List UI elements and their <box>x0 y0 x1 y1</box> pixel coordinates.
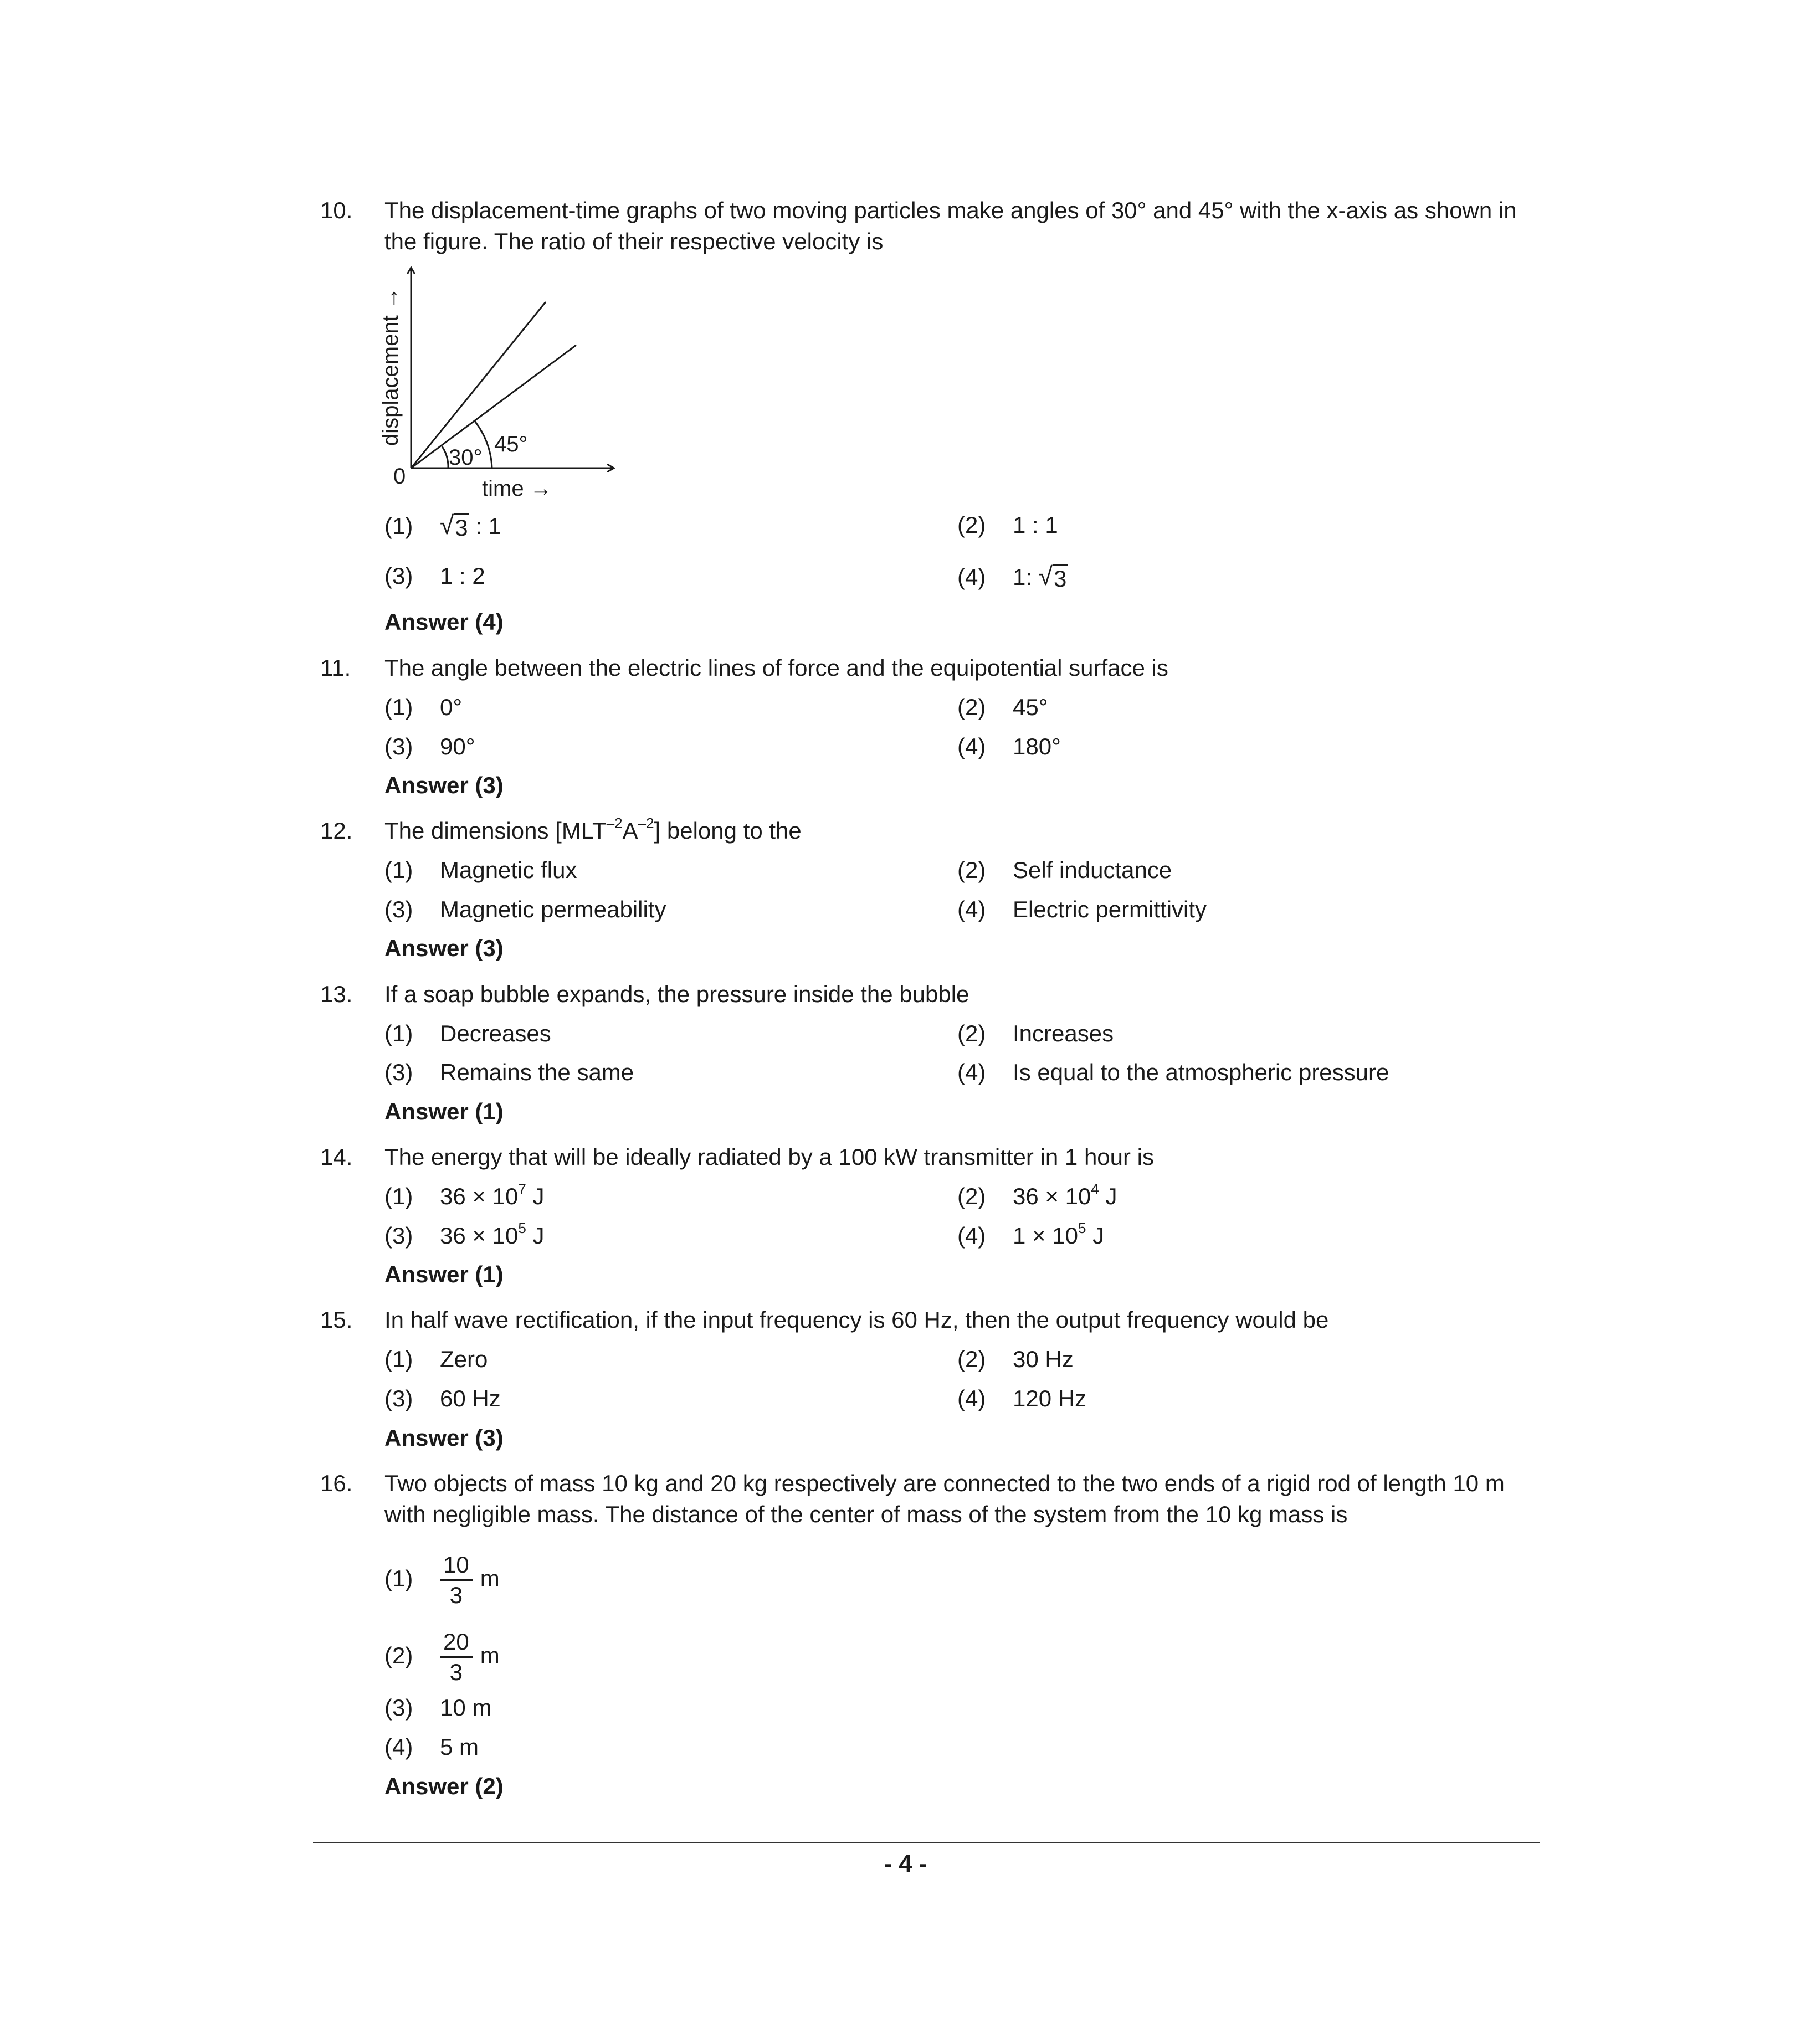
option-4 <box>957 731 1061 762</box>
option-base: 36 × 10 <box>1013 1183 1091 1209</box>
option-number: (3) <box>384 1223 413 1249</box>
option-2 <box>957 1018 1114 1049</box>
option-unit: m <box>480 1642 500 1668</box>
option-unit: J <box>1086 1223 1105 1249</box>
option-text: 45° <box>1013 694 1048 720</box>
question-text: The displacement-time graphs of two moving particles make angles of 30° and 45° with the x-axis as shown in the figure. The ratio of their respective velocity is <box>384 197 1517 254</box>
option-number: (3) <box>384 733 413 759</box>
option-number: (1) <box>384 857 413 883</box>
denominator: 3 <box>449 1659 463 1686</box>
radicand: 3 <box>1053 564 1068 592</box>
angle-30-label: 30° <box>449 445 483 470</box>
question-text: If a soap bubble expands, the pressure inside the bubble <box>384 981 969 1007</box>
option-suffix: : 1 <box>469 513 501 539</box>
option-number: (4) <box>384 1734 413 1760</box>
displacement-time-graph <box>366 263 632 501</box>
question-number: 16. <box>320 1470 353 1496</box>
option-text: 0° <box>440 694 463 720</box>
option-text: Increases <box>1013 1020 1114 1046</box>
option-number: (4) <box>957 896 986 922</box>
answer: Answer (2) <box>384 1773 504 1799</box>
option-number: (4) <box>957 1059 986 1085</box>
x-axis-label: time → <box>482 476 552 501</box>
option-4 <box>957 894 1207 925</box>
option-text: Magnetic permeability <box>440 896 666 922</box>
option-1 <box>384 510 501 542</box>
answer: Answer (3) <box>384 935 504 961</box>
option-1 <box>384 692 462 723</box>
y-axis-label: displacement → <box>378 287 403 446</box>
fraction <box>440 1550 473 1610</box>
option-unit: J <box>526 1183 545 1209</box>
question-number: 15. <box>320 1307 353 1333</box>
answer: Answer (3) <box>384 1425 504 1451</box>
option-unit: J <box>526 1223 545 1249</box>
option-3 <box>384 1383 501 1414</box>
question-text: Two objects of mass 10 kg and 20 kg respectively are connected to the two ends of a rigid rod of length 10 m with negligible mass. The distance of the center of mass of the system from the 10 kg mass is <box>384 1470 1505 1527</box>
denominator: 3 <box>449 1582 463 1609</box>
footer-divider <box>313 1842 1540 1843</box>
option-number: (2) <box>957 1020 986 1046</box>
option-2 <box>957 510 1058 541</box>
option-text: Self inductance <box>1013 857 1172 883</box>
option-1 <box>384 1344 488 1375</box>
option-number: (3) <box>384 1694 413 1721</box>
option-number: (1) <box>384 513 413 539</box>
option-2 <box>957 1181 1117 1212</box>
option-number: (2) <box>384 1642 413 1668</box>
option-base: 36 × 10 <box>440 1183 519 1209</box>
exponent: 7 <box>518 1180 526 1197</box>
option-text: 60 Hz <box>440 1385 501 1411</box>
numerator: 20 <box>440 1627 473 1658</box>
superscript: –2 <box>638 815 654 831</box>
arc-30 <box>442 446 448 468</box>
answer: Answer (1) <box>384 1098 504 1124</box>
option-3 <box>384 894 666 925</box>
option-number: (4) <box>957 564 986 590</box>
question-number: 14. <box>320 1144 353 1170</box>
sqrt-expression: √ 3 <box>1038 562 1067 592</box>
option-number: (3) <box>384 563 413 589</box>
question-number: 13. <box>320 981 353 1007</box>
option-number: (2) <box>957 1183 986 1209</box>
exponent: 5 <box>518 1220 526 1236</box>
option-number: (3) <box>384 1385 413 1411</box>
option-4 <box>957 561 1068 593</box>
question-number: 12. <box>320 818 353 844</box>
option-text: Remains the same <box>440 1059 634 1085</box>
line-shallow <box>411 345 576 468</box>
option-prefix: 1: <box>1013 564 1039 590</box>
option-4 <box>957 1383 1086 1414</box>
question-number: 11. <box>320 655 351 681</box>
option-text: 180° <box>1013 733 1061 759</box>
option-number: (4) <box>957 1223 986 1249</box>
option-number: (2) <box>957 857 986 883</box>
option-number: (3) <box>384 1059 413 1085</box>
page-number: - 4 - <box>884 1850 927 1877</box>
option-number: (4) <box>957 1385 986 1411</box>
option-number: (1) <box>384 694 413 720</box>
answer: Answer (4) <box>384 609 504 635</box>
question-text: The energy that will be ideally radiated by a 100 kW transmitter in 1 hour is <box>384 1144 1155 1170</box>
option-3 <box>384 1692 491 1723</box>
numerator: 10 <box>440 1550 473 1581</box>
option-3 <box>384 1057 634 1088</box>
option-base: 1 × 10 <box>1013 1223 1078 1249</box>
angle-45-label: 45° <box>494 432 528 456</box>
option-4 <box>384 1732 479 1763</box>
option-3 <box>384 561 485 592</box>
option-2 <box>957 692 1048 723</box>
option-text: Zero <box>440 1346 488 1372</box>
option-text: 30 Hz <box>1013 1346 1074 1372</box>
answer: Answer (1) <box>384 1261 504 1287</box>
option-number: (2) <box>957 694 986 720</box>
option-number: (2) <box>957 1346 986 1372</box>
radicand: 3 <box>454 513 469 541</box>
option-1 <box>384 1018 551 1049</box>
exponent: 4 <box>1091 1180 1099 1197</box>
option-unit: m <box>480 1565 500 1591</box>
option-text: 90° <box>440 733 475 759</box>
exponent: 5 <box>1078 1220 1086 1236</box>
sqrt-expression: √ 3 <box>440 511 468 541</box>
option-3 <box>384 1220 544 1251</box>
option-text: Decreases <box>440 1020 551 1046</box>
option-2 <box>957 855 1172 886</box>
option-number: (3) <box>384 896 413 922</box>
option-2 <box>384 1622 500 1689</box>
option-1 <box>384 1181 544 1212</box>
answer: Answer (3) <box>384 772 504 798</box>
option-number: (1) <box>384 1183 413 1209</box>
option-text: Electric permittivity <box>1013 896 1207 922</box>
fraction <box>440 1627 473 1687</box>
option-text: 1 : 1 <box>1013 512 1058 538</box>
option-text: 5 m <box>440 1734 479 1760</box>
option-4 <box>957 1057 1389 1088</box>
option-text: 1 : 2 <box>440 563 485 589</box>
option-number: (1) <box>384 1565 413 1591</box>
option-text: 10 m <box>440 1694 492 1721</box>
text-part: A <box>622 818 638 844</box>
option-base: 36 × 10 <box>440 1223 519 1249</box>
question-text: In half wave rectification, if the input frequency is 60 Hz, then the output frequency would be <box>384 1307 1329 1333</box>
option-1 <box>384 855 577 886</box>
text-part: ] belong to the <box>654 818 802 844</box>
option-text: 120 Hz <box>1013 1385 1087 1411</box>
question-text: The angle between the electric lines of force and the equipotential surface is <box>384 655 1168 681</box>
option-number: (1) <box>384 1346 413 1372</box>
question-text <box>384 815 1548 846</box>
superscript: –2 <box>606 815 623 831</box>
option-4 <box>957 1220 1104 1251</box>
option-text: Magnetic flux <box>440 857 577 883</box>
option-number: (1) <box>384 1020 413 1046</box>
option-number: (4) <box>957 733 986 759</box>
option-2 <box>957 1344 1074 1375</box>
option-3 <box>384 731 475 762</box>
origin-label: 0 <box>393 464 406 489</box>
text-part: The dimensions [MLT <box>384 818 607 844</box>
option-text: Is equal to the atmospheric pressure <box>1013 1059 1389 1085</box>
option-unit: J <box>1099 1183 1117 1209</box>
option-1 <box>384 1545 500 1612</box>
question-number: 10. <box>320 197 353 223</box>
option-number: (2) <box>957 512 986 538</box>
